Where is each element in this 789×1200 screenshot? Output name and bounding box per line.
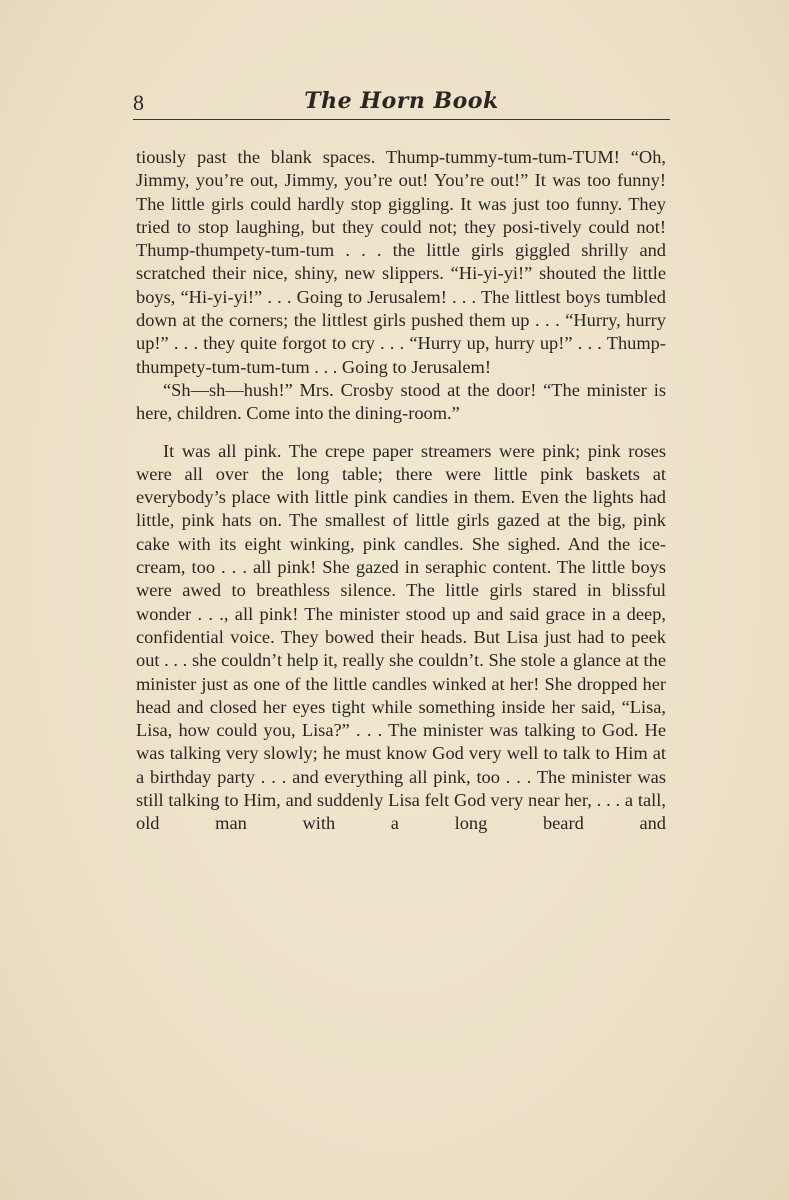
paragraph-party: It was all pink. The crepe paper streamers were pink; pink roses were all over the long table; there were little pink baskets at everybody’s place with little pink candies in them. Even the lights had little, pink hats on. The smallest of little girls gazed at the big, pink cake with its eight winking, pink candles. She sighed. And the ice-cream, too . . . all pink! She gazed in seraphic content. The little boys were awed to breathless silence. The little girls stared in blissful wonder . . ., all pink! The minister stood up and said grace in a deep, confidential voice. They bowed their heads. But Lisa just had to peek out . . . she couldn’t help it, really she couldn’t. She stole a glance at the minister just as one of the little candles winked at her! She dropped her head and closed her eyes tight while something inside her said, “Lisa, Lisa, how could you, Lisa?” . . . The minister was talking to God. He was talking very slowly; he must know God very well to talk to Him at a birthday party . . . and everything all pink, too . . . The minister was still talking to Him, and suddenly Lisa felt God very near her, . . . a tall, old man with a long beard and xyxy=(136,440,666,834)
running-title: The Horn Book xyxy=(304,88,499,114)
page-header xyxy=(133,86,670,120)
paragraph-continued: tiously past the blank spaces. Thump-tummy-tum-tum-TUM! “Oh, Jimmy, you’re out, Jimmy, you’re out! You’re out!” It was too funny! The little girls could hardly stop giggling. It was just too funny. They tried to stop laughing, but they could not; they posi-tively could not! Thump-thumpety-tum-tum . . . the little girls giggled shrilly and scratched their nice, shiny, new slippers. “Hi-yi-yi!” shouted the little boys, “Hi-yi-yi!” . . . Going to Jerusalem! . . . The littlest boys tumbled down at the corners; the littlest girls pushed them up . . . “Hurry, hurry up!” . . . they quite forgot to cry . . . “Hurry up, hurry up!” . . . Thump-thumpety-tum-tum-tum . . . Going to Jerusalem! xyxy=(136,147,666,377)
page-number: 8 xyxy=(133,90,144,115)
body-text xyxy=(136,146,666,836)
header-rule xyxy=(133,119,670,120)
paragraph-dialogue: “Sh—sh—hush!” Mrs. Crosby stood at the door! “The minister is here, children. Come into the dining-room.” xyxy=(136,379,666,424)
